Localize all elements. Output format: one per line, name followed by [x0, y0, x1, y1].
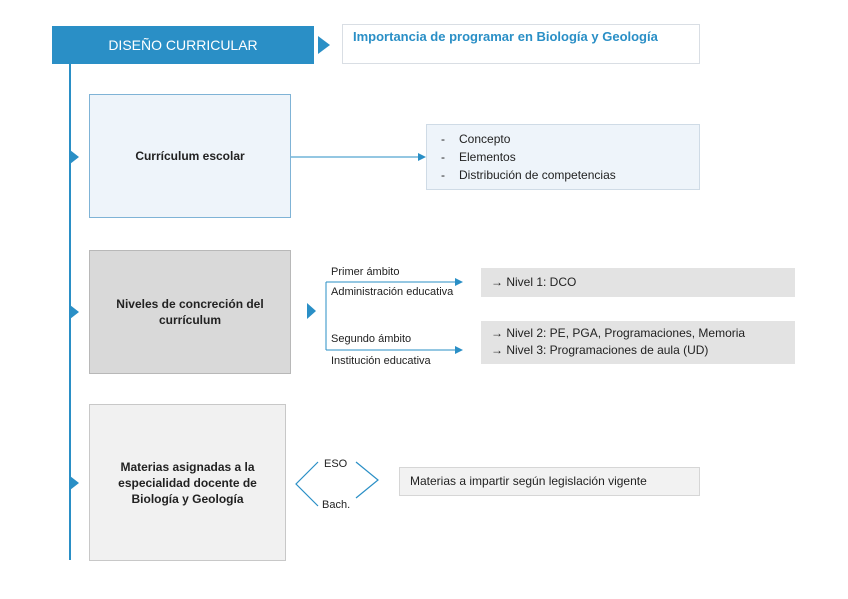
nivel23-box	[481, 321, 795, 364]
legislacion-label: Materias a impartir según legislación vigente	[410, 474, 647, 488]
segundo-ambito-label: Segundo ámbito	[331, 333, 412, 345]
bach-label: Bach.	[322, 499, 351, 511]
arrow-right-icon	[455, 346, 463, 354]
page-title: Importancia de programar en Biología y Geología	[353, 29, 658, 44]
list-item: - Elementos	[441, 150, 516, 164]
curriculum-items-box	[426, 124, 700, 190]
legislacion-box	[399, 467, 700, 496]
arrow-right-icon	[455, 278, 463, 286]
eso-label: ESO	[324, 458, 348, 470]
curriculum-box-label: Currículum escolar	[135, 149, 245, 163]
niveles-box-label: Niveles de concreción del currículum	[116, 297, 264, 327]
institucion-label: Institución educativa	[331, 355, 431, 367]
administracion-label: Administración educativa	[331, 286, 454, 298]
primer-ambito-label: Primer ámbito	[331, 266, 400, 278]
niveles-marker-icon	[307, 303, 316, 319]
chevron-right-icon	[356, 462, 378, 498]
nivel3-label: → Nivel 3: Programaciones de aula (UD)	[491, 343, 709, 357]
curriculum-items-list	[441, 130, 699, 184]
nivel1-label: → Nivel 1: DCO	[491, 275, 577, 289]
arrow-right-icon	[418, 153, 426, 161]
list-item: - Distribución de competencias	[441, 168, 616, 182]
materias-box-label: Materias asignadas a la especialidad docente de Biología y Geología	[118, 459, 257, 506]
header-banner-label: DISEÑO CURRICULAR	[108, 37, 258, 53]
nivel2-label: → Nivel 2: PE, PGA, Programaciones, Memoria	[491, 326, 746, 340]
chevron-left-icon	[296, 462, 318, 506]
nivel1-box	[481, 268, 795, 297]
list-item: - Concepto	[441, 132, 511, 146]
